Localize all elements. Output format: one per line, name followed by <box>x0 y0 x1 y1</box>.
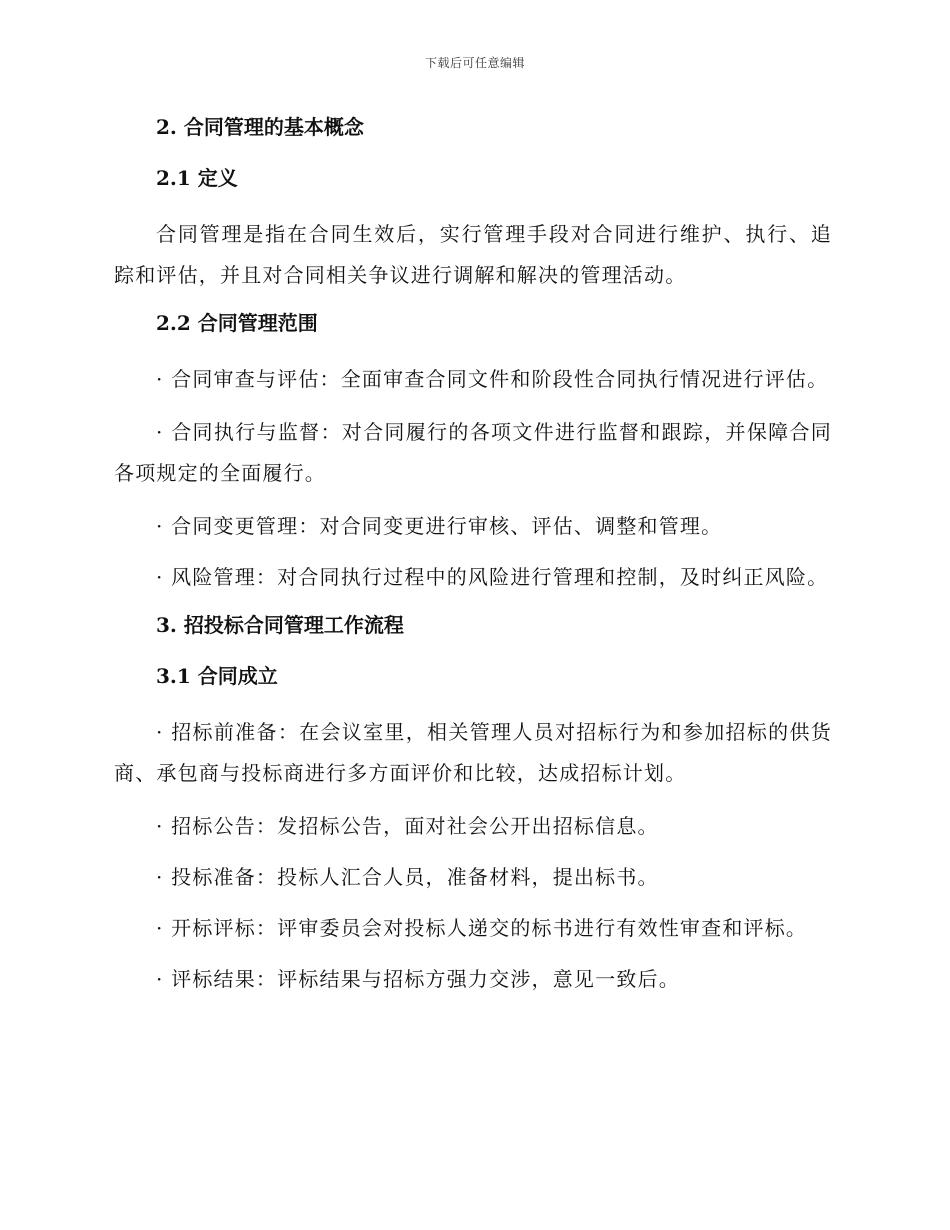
process-item-result: · 评标结果：评标结果与招标方强力交涉，意见一致后。 <box>156 967 680 991</box>
scope-item-review: · 合同审查与评估：全面审查合同文件和阶段性合同执行情况进行评估。 <box>156 367 829 391</box>
document-body <box>114 112 832 1010</box>
section-2-2-heading: 2.2 合同管理范围 <box>156 311 318 335</box>
section-2-1-heading: 2.1 定义 <box>156 166 238 190</box>
process-item-bid-prep: · 投标准备：投标人汇合人员，准备材料，提出标书。 <box>156 865 659 889</box>
scope-item-change: · 合同变更管理：对合同变更进行审核、评估、调整和管理。 <box>156 514 723 538</box>
definition-paragraph: 合同管理是指在合同生效后，实行管理手段对合同进行维护、执行、追踪和评估，并且对合同相关争议进行调解和解决的管理活动。 <box>114 222 832 287</box>
process-item-announcement: · 招标公告：发招标公告，面对社会公开出招标信息。 <box>156 814 659 838</box>
section-3-1-heading: 3.1 合同成立 <box>156 664 278 688</box>
section-3-heading: 3. 招投标合同管理工作流程 <box>156 613 404 637</box>
process-item-opening: · 开标评标：评审委员会对投标人递交的标书进行有效性审查和评标。 <box>156 916 808 940</box>
section-2-heading: 2. 合同管理的基本概念 <box>156 115 364 139</box>
scope-item-execution: · 合同执行与监督：对合同履行的各项文件进行监督和跟踪，并保障合同各项规定的全面履行。 <box>114 420 832 485</box>
page-header-note: 下载后可任意编辑 <box>424 56 525 70</box>
scope-item-risk: · 风险管理：对合同执行过程中的风险进行管理和控制，及时纠正风险。 <box>156 565 829 589</box>
process-item-preparation: · 招标前准备：在会议室里，相关管理人员对招标行为和参加招标的供货商、承包商与投标商进行多方面评价和比较，达成招标计划。 <box>114 720 832 785</box>
